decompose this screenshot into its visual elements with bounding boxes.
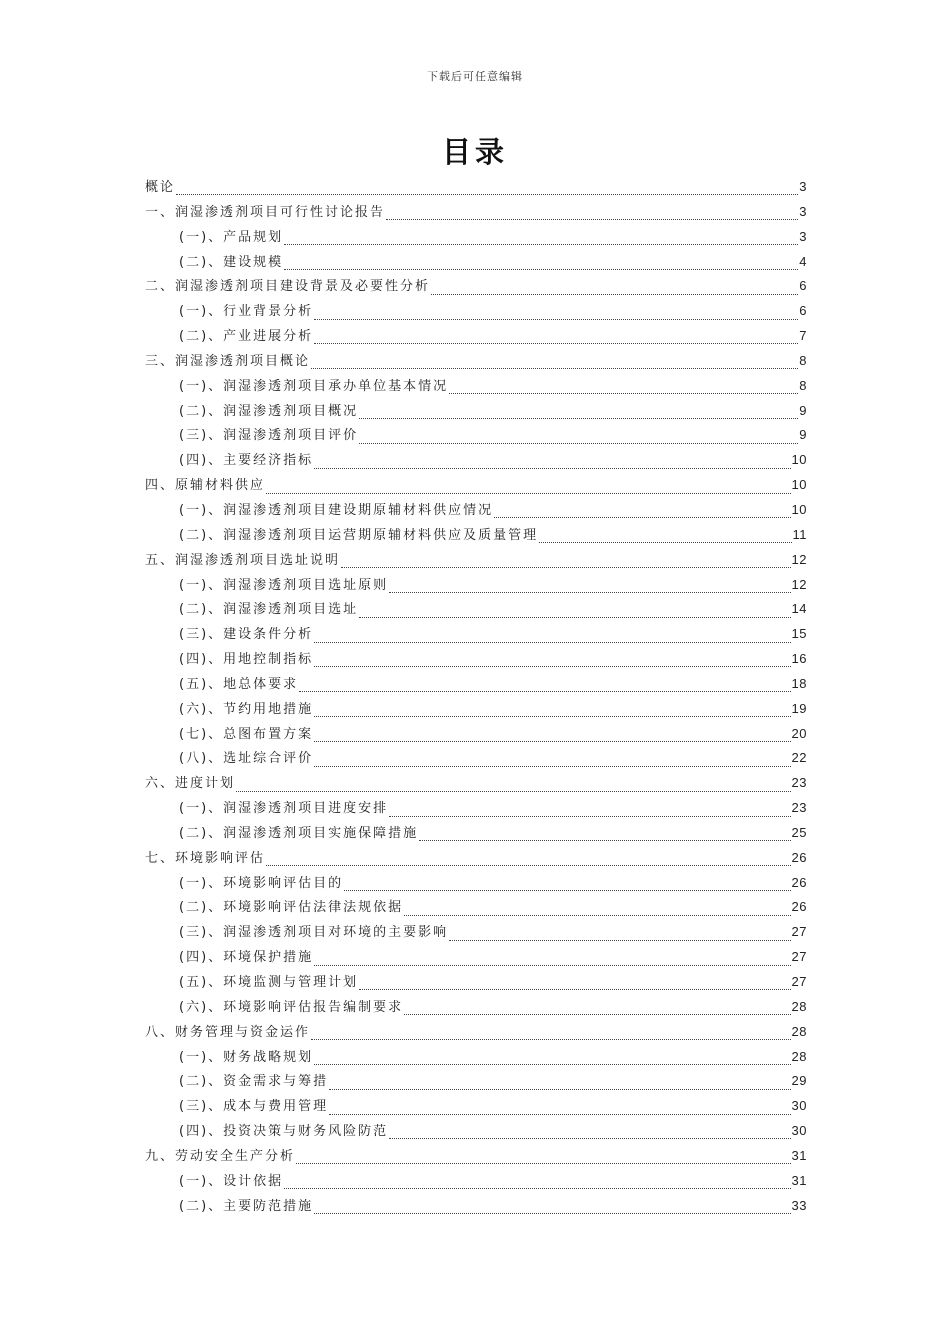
toc-entry-page-number: 12 xyxy=(791,551,807,567)
toc-dot-leader xyxy=(314,1203,790,1215)
toc-entry[interactable] xyxy=(145,622,807,647)
toc-dot-leader xyxy=(359,607,790,619)
toc-entry[interactable] xyxy=(145,299,807,324)
toc-entry-text: 六、进度计划 xyxy=(145,776,236,792)
toc-entry-page-number: 29 xyxy=(791,1073,807,1089)
toc-entry-page-number: 9 xyxy=(799,402,807,418)
toc-entry-page-number: 23 xyxy=(791,800,807,816)
toc-entry-page-number: 16 xyxy=(791,651,807,667)
toc-entry[interactable] xyxy=(145,374,807,399)
toc-entry-page-number: 28 xyxy=(791,1023,807,1039)
toc-dot-leader xyxy=(359,979,790,991)
toc-entry-page-number: 6 xyxy=(799,303,807,319)
toc-entry-text: 九、劳动安全生产分析 xyxy=(145,1148,296,1164)
toc-entry-text: (二)、建设规模 xyxy=(179,254,284,270)
toc-entry[interactable] xyxy=(145,970,807,995)
toc-entry-page-number: 31 xyxy=(791,1172,807,1188)
toc-dot-leader xyxy=(314,656,790,668)
toc-dot-leader xyxy=(314,333,798,345)
toc-dot-leader xyxy=(314,955,790,967)
toc-dot-leader xyxy=(449,930,790,942)
toc-entry-page-number: 27 xyxy=(791,949,807,965)
toc-entry[interactable] xyxy=(145,250,807,275)
toc-dot-leader xyxy=(341,557,791,569)
toc-entry-page-number: 28 xyxy=(791,1048,807,1064)
toc-entry-text: (四)、环境保护措施 xyxy=(179,950,314,966)
toc-entry-text: 七、环境影响评估 xyxy=(145,850,266,866)
toc-dot-leader xyxy=(284,259,798,271)
toc-entry-text: (二)、环境影响评估法律法规依据 xyxy=(179,900,404,916)
toc-dot-leader xyxy=(311,1029,791,1041)
toc-entry[interactable] xyxy=(145,349,807,374)
toc-dot-leader xyxy=(404,905,790,917)
toc-entry[interactable] xyxy=(145,1020,807,1045)
toc-entry[interactable] xyxy=(145,771,807,796)
toc-entry-text: (一)、产品规划 xyxy=(179,229,284,245)
toc-dot-leader xyxy=(329,1104,790,1116)
toc-dot-leader xyxy=(389,582,790,594)
toc-entry[interactable] xyxy=(145,871,807,896)
toc-entry-text: (三)、润湿渗透剂项目评价 xyxy=(179,428,359,444)
toc-entry[interactable] xyxy=(145,821,807,846)
toc-dot-leader xyxy=(344,880,790,892)
toc-entry-text: (四)、主要经济指标 xyxy=(179,453,314,469)
toc-dot-leader xyxy=(284,1178,790,1190)
toc-entry-page-number: 25 xyxy=(791,824,807,840)
toc-entry-page-number: 14 xyxy=(791,601,807,617)
toc-entry[interactable] xyxy=(145,200,807,225)
toc-entry-text: (二)、主要防范措施 xyxy=(179,1198,314,1214)
toc-entry-text: (五)、环境监测与管理计划 xyxy=(179,975,359,990)
toc-entry-text: (一)、润湿渗透剂项目进度安排 xyxy=(179,801,389,817)
toc-entry-text: (七)、总图布置方案 xyxy=(179,726,314,742)
toc-entry[interactable] xyxy=(145,498,807,523)
toc-dot-leader xyxy=(314,458,790,470)
toc-dot-leader xyxy=(386,209,798,221)
toc-dot-leader xyxy=(314,309,798,321)
toc-entry-page-number: 15 xyxy=(791,626,807,642)
toc-entry-page-number: 6 xyxy=(799,278,807,294)
page-header-note: 下载后可任意编辑 xyxy=(427,70,523,83)
toc-entry[interactable] xyxy=(145,448,807,473)
toc-entry[interactable] xyxy=(145,597,807,622)
toc-entry[interactable] xyxy=(145,1144,807,1169)
toc-entry-page-number: 7 xyxy=(799,328,807,344)
toc-entry-text: (一)、润湿渗透剂项目承办单位基本情况 xyxy=(179,378,449,394)
toc-entry-page-number: 11 xyxy=(792,526,807,542)
toc-entry-page-number: 33 xyxy=(791,1197,807,1213)
toc-entry-page-number: 8 xyxy=(799,377,807,393)
toc-entry[interactable] xyxy=(145,647,807,672)
toc-entry-page-number: 30 xyxy=(791,1098,807,1114)
toc-entry[interactable] xyxy=(145,1169,807,1194)
toc-entry-text: (一)、设计依据 xyxy=(179,1173,284,1189)
toc-entry-text: 概论 xyxy=(145,180,176,195)
toc-entry-page-number: 31 xyxy=(791,1147,807,1163)
toc-entry-page-number: 23 xyxy=(791,775,807,791)
toc-entry[interactable] xyxy=(145,722,807,747)
toc-entry[interactable] xyxy=(145,423,807,448)
toc-entry[interactable] xyxy=(145,225,807,250)
toc-entry[interactable] xyxy=(145,672,807,697)
table-of-contents xyxy=(145,175,807,1218)
toc-entry-text: 一、润湿渗透剂项目可行性讨论报告 xyxy=(145,204,386,220)
toc-entry-text: (四)、用地控制指标 xyxy=(179,652,314,668)
toc-entry-page-number: 26 xyxy=(791,874,807,890)
toc-entry-text: (二)、润湿渗透剂项目运营期原辅材料供应及质量管理 xyxy=(179,527,539,543)
toc-dot-leader xyxy=(314,706,790,718)
toc-entry-page-number: 10 xyxy=(791,452,807,468)
toc-entry-page-number: 22 xyxy=(791,750,807,766)
toc-entry-page-number: 10 xyxy=(791,501,807,517)
toc-entry-page-number: 27 xyxy=(791,924,807,940)
toc-entry-text: (六)、环境影响评估报告编制要求 xyxy=(179,999,404,1015)
toc-entry-page-number: 20 xyxy=(791,725,807,741)
toc-entry-text: (一)、环境影响评估目的 xyxy=(179,875,344,891)
toc-entry-text: (二)、润湿渗透剂项目实施保障措施 xyxy=(179,825,419,841)
toc-entry-text: 三、润湿渗透剂项目概论 xyxy=(145,353,311,369)
toc-entry[interactable] xyxy=(145,473,807,498)
toc-entry-text: (二)、润湿渗透剂项目选址 xyxy=(179,602,359,618)
toc-entry-text: (一)、行业背景分析 xyxy=(179,304,314,320)
toc-entry-page-number: 26 xyxy=(791,849,807,865)
toc-dot-leader xyxy=(431,284,798,296)
toc-entry-text: (一)、财务战略规划 xyxy=(179,1049,314,1065)
toc-entry-text: (四)、投资决策与财务风险防范 xyxy=(179,1124,389,1140)
toc-dot-leader xyxy=(539,532,791,544)
toc-dot-leader xyxy=(266,483,791,495)
toc-entry[interactable] xyxy=(145,1094,807,1119)
toc-entry-text: (二)、润湿渗透剂项目概况 xyxy=(179,403,359,419)
toc-dot-leader xyxy=(404,1004,790,1016)
toc-entry-text: (二)、产业进展分析 xyxy=(179,329,314,345)
toc-entry[interactable] xyxy=(145,920,807,945)
toc-dot-leader xyxy=(359,433,798,445)
toc-entry-text: (一)、润湿渗透剂项目建设期原辅材料供应情况 xyxy=(179,502,494,518)
toc-entry[interactable] xyxy=(145,995,807,1020)
toc-entry[interactable] xyxy=(145,746,807,771)
toc-dot-leader xyxy=(494,507,790,519)
toc-entry[interactable] xyxy=(145,274,807,299)
toc-entry-page-number: 3 xyxy=(799,203,807,219)
toc-entry-page-number: 19 xyxy=(791,700,807,716)
toc-dot-leader xyxy=(311,358,798,370)
toc-dot-leader xyxy=(296,1153,791,1165)
toc-title: 目录 xyxy=(441,135,508,169)
toc-entry-text: 二、润湿渗透剂项目建设背景及必要性分析 xyxy=(145,279,431,295)
toc-entry[interactable] xyxy=(145,573,807,598)
toc-entry-page-number: 10 xyxy=(791,477,807,493)
toc-entry[interactable] xyxy=(145,175,807,200)
toc-dot-leader xyxy=(359,408,798,420)
toc-entry[interactable] xyxy=(145,895,807,920)
toc-dot-leader xyxy=(314,1054,790,1066)
toc-entry-text: (一)、润湿渗透剂项目选址原则 xyxy=(179,577,389,593)
toc-dot-leader xyxy=(389,1128,790,1140)
toc-entry-page-number: 26 xyxy=(791,899,807,915)
toc-entry-page-number: 27 xyxy=(791,974,807,989)
toc-entry-text: (五)、地总体要求 xyxy=(179,676,299,692)
toc-entry[interactable] xyxy=(145,1194,807,1219)
toc-dot-leader xyxy=(176,184,798,196)
toc-dot-leader xyxy=(284,234,798,246)
toc-entry-text: 八、财务管理与资金运作 xyxy=(145,1024,311,1040)
toc-entry-page-number: 12 xyxy=(791,576,807,592)
toc-dot-leader xyxy=(329,1079,790,1091)
toc-entry[interactable] xyxy=(145,1045,807,1070)
toc-entry-page-number: 4 xyxy=(799,253,807,269)
toc-entry-page-number: 9 xyxy=(799,427,807,443)
toc-entry[interactable] xyxy=(145,523,807,548)
toc-entry-text: (三)、成本与费用管理 xyxy=(179,1099,329,1115)
toc-dot-leader xyxy=(389,806,790,818)
toc-entry-page-number: 8 xyxy=(799,352,807,368)
toc-entry[interactable] xyxy=(145,324,807,349)
toc-dot-leader xyxy=(314,632,790,644)
toc-entry-text: 五、润湿渗透剂项目选址说明 xyxy=(145,552,341,568)
toc-entry[interactable] xyxy=(145,697,807,722)
toc-entry-text: (二)、资金需求与筹措 xyxy=(179,1074,329,1090)
toc-dot-leader xyxy=(299,681,790,693)
toc-entry-page-number: 3 xyxy=(799,228,807,244)
toc-entry-text: 四、原辅材料供应 xyxy=(145,478,266,494)
toc-entry-text: (八)、选址综合评价 xyxy=(179,751,314,767)
toc-entry[interactable] xyxy=(145,399,807,424)
toc-entry[interactable] xyxy=(145,846,807,871)
toc-dot-leader xyxy=(314,731,790,743)
toc-entry-page-number: 3 xyxy=(799,179,807,194)
toc-entry-text: (三)、建设条件分析 xyxy=(179,627,314,643)
toc-entry[interactable] xyxy=(145,548,807,573)
toc-dot-leader xyxy=(419,830,790,842)
toc-entry-text: (六)、节约用地措施 xyxy=(179,701,314,717)
toc-entry[interactable] xyxy=(145,1069,807,1094)
toc-dot-leader xyxy=(314,756,790,768)
toc-entry-text: (三)、润湿渗透剂项目对环境的主要影响 xyxy=(179,925,449,941)
toc-dot-leader xyxy=(266,855,791,867)
toc-entry[interactable] xyxy=(145,796,807,821)
toc-entry[interactable] xyxy=(145,945,807,970)
toc-entry-page-number: 30 xyxy=(791,1123,807,1139)
toc-dot-leader xyxy=(449,383,798,395)
toc-entry-page-number: 18 xyxy=(791,675,807,691)
toc-entry-page-number: 28 xyxy=(791,998,807,1014)
toc-dot-leader xyxy=(236,781,791,793)
toc-entry[interactable] xyxy=(145,1119,807,1144)
